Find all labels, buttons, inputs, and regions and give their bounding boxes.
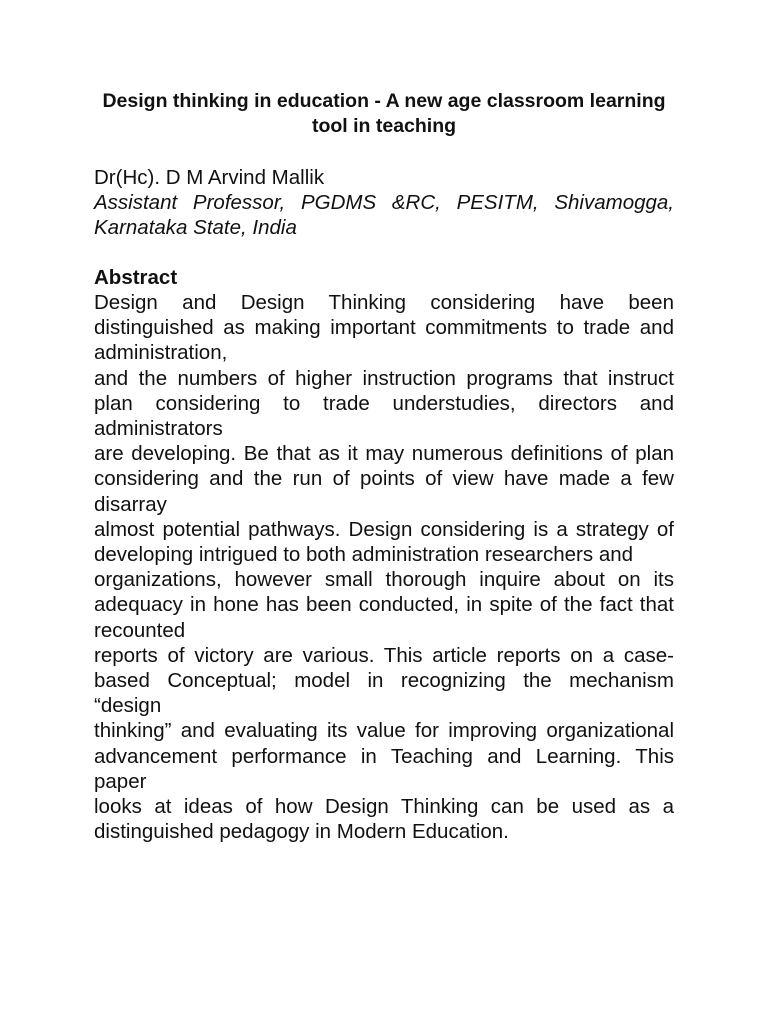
paper-title-line-2: tool in teaching [311,115,457,137]
document-page [94,89,674,844]
author-name: Dr(Hc). D M Arvind Mallik [94,166,325,189]
paper-title [94,89,674,139]
abstract-paragraph: almost potential pathways. Design considering is a strategy of developing intrigued to both administration researchers and [94,517,674,567]
abstract-paragraph: and the numbers of higher instruction programs that instruct plan considering to trade understudies, directors and administrators [94,366,674,441]
abstract-paragraph: looks at ideas of how Design Thinking can be used as a distinguished pedagogy in Modern Education. [94,795,674,844]
author-affiliation: Assistant Professor, PGDMS &RC, PESITM, Shivamogga, Karnataka State, India [94,191,674,239]
abstract-paragraph: thinking” and evaluating its value for improving organizational advancement performance in Teaching and Learning. This paper [94,719,674,793]
abstract-paragraph: are developing. Be that as it may numerous definitions of plan considering and the run of points of view have made a few disarray [94,442,674,516]
abstract-paragraph: reports of victory are various. This article reports on a case-based Conceptual; model in recognizing the mechanism “design [94,643,674,718]
abstract-heading: Abstract [94,266,178,289]
author-block [94,165,674,240]
paper-title-line-1: Design thinking in education - A new age classroom learning [102,90,666,112]
abstract-paragraph: organizations, however small thorough inquire about on its adequacy in hone has been conducted, in spite of the fact that recounted [94,568,674,642]
abstract-body [94,290,674,844]
abstract-paragraph: Design and Design Thinking considering have been distinguished as making important commitments to trade and administration, [94,291,674,365]
